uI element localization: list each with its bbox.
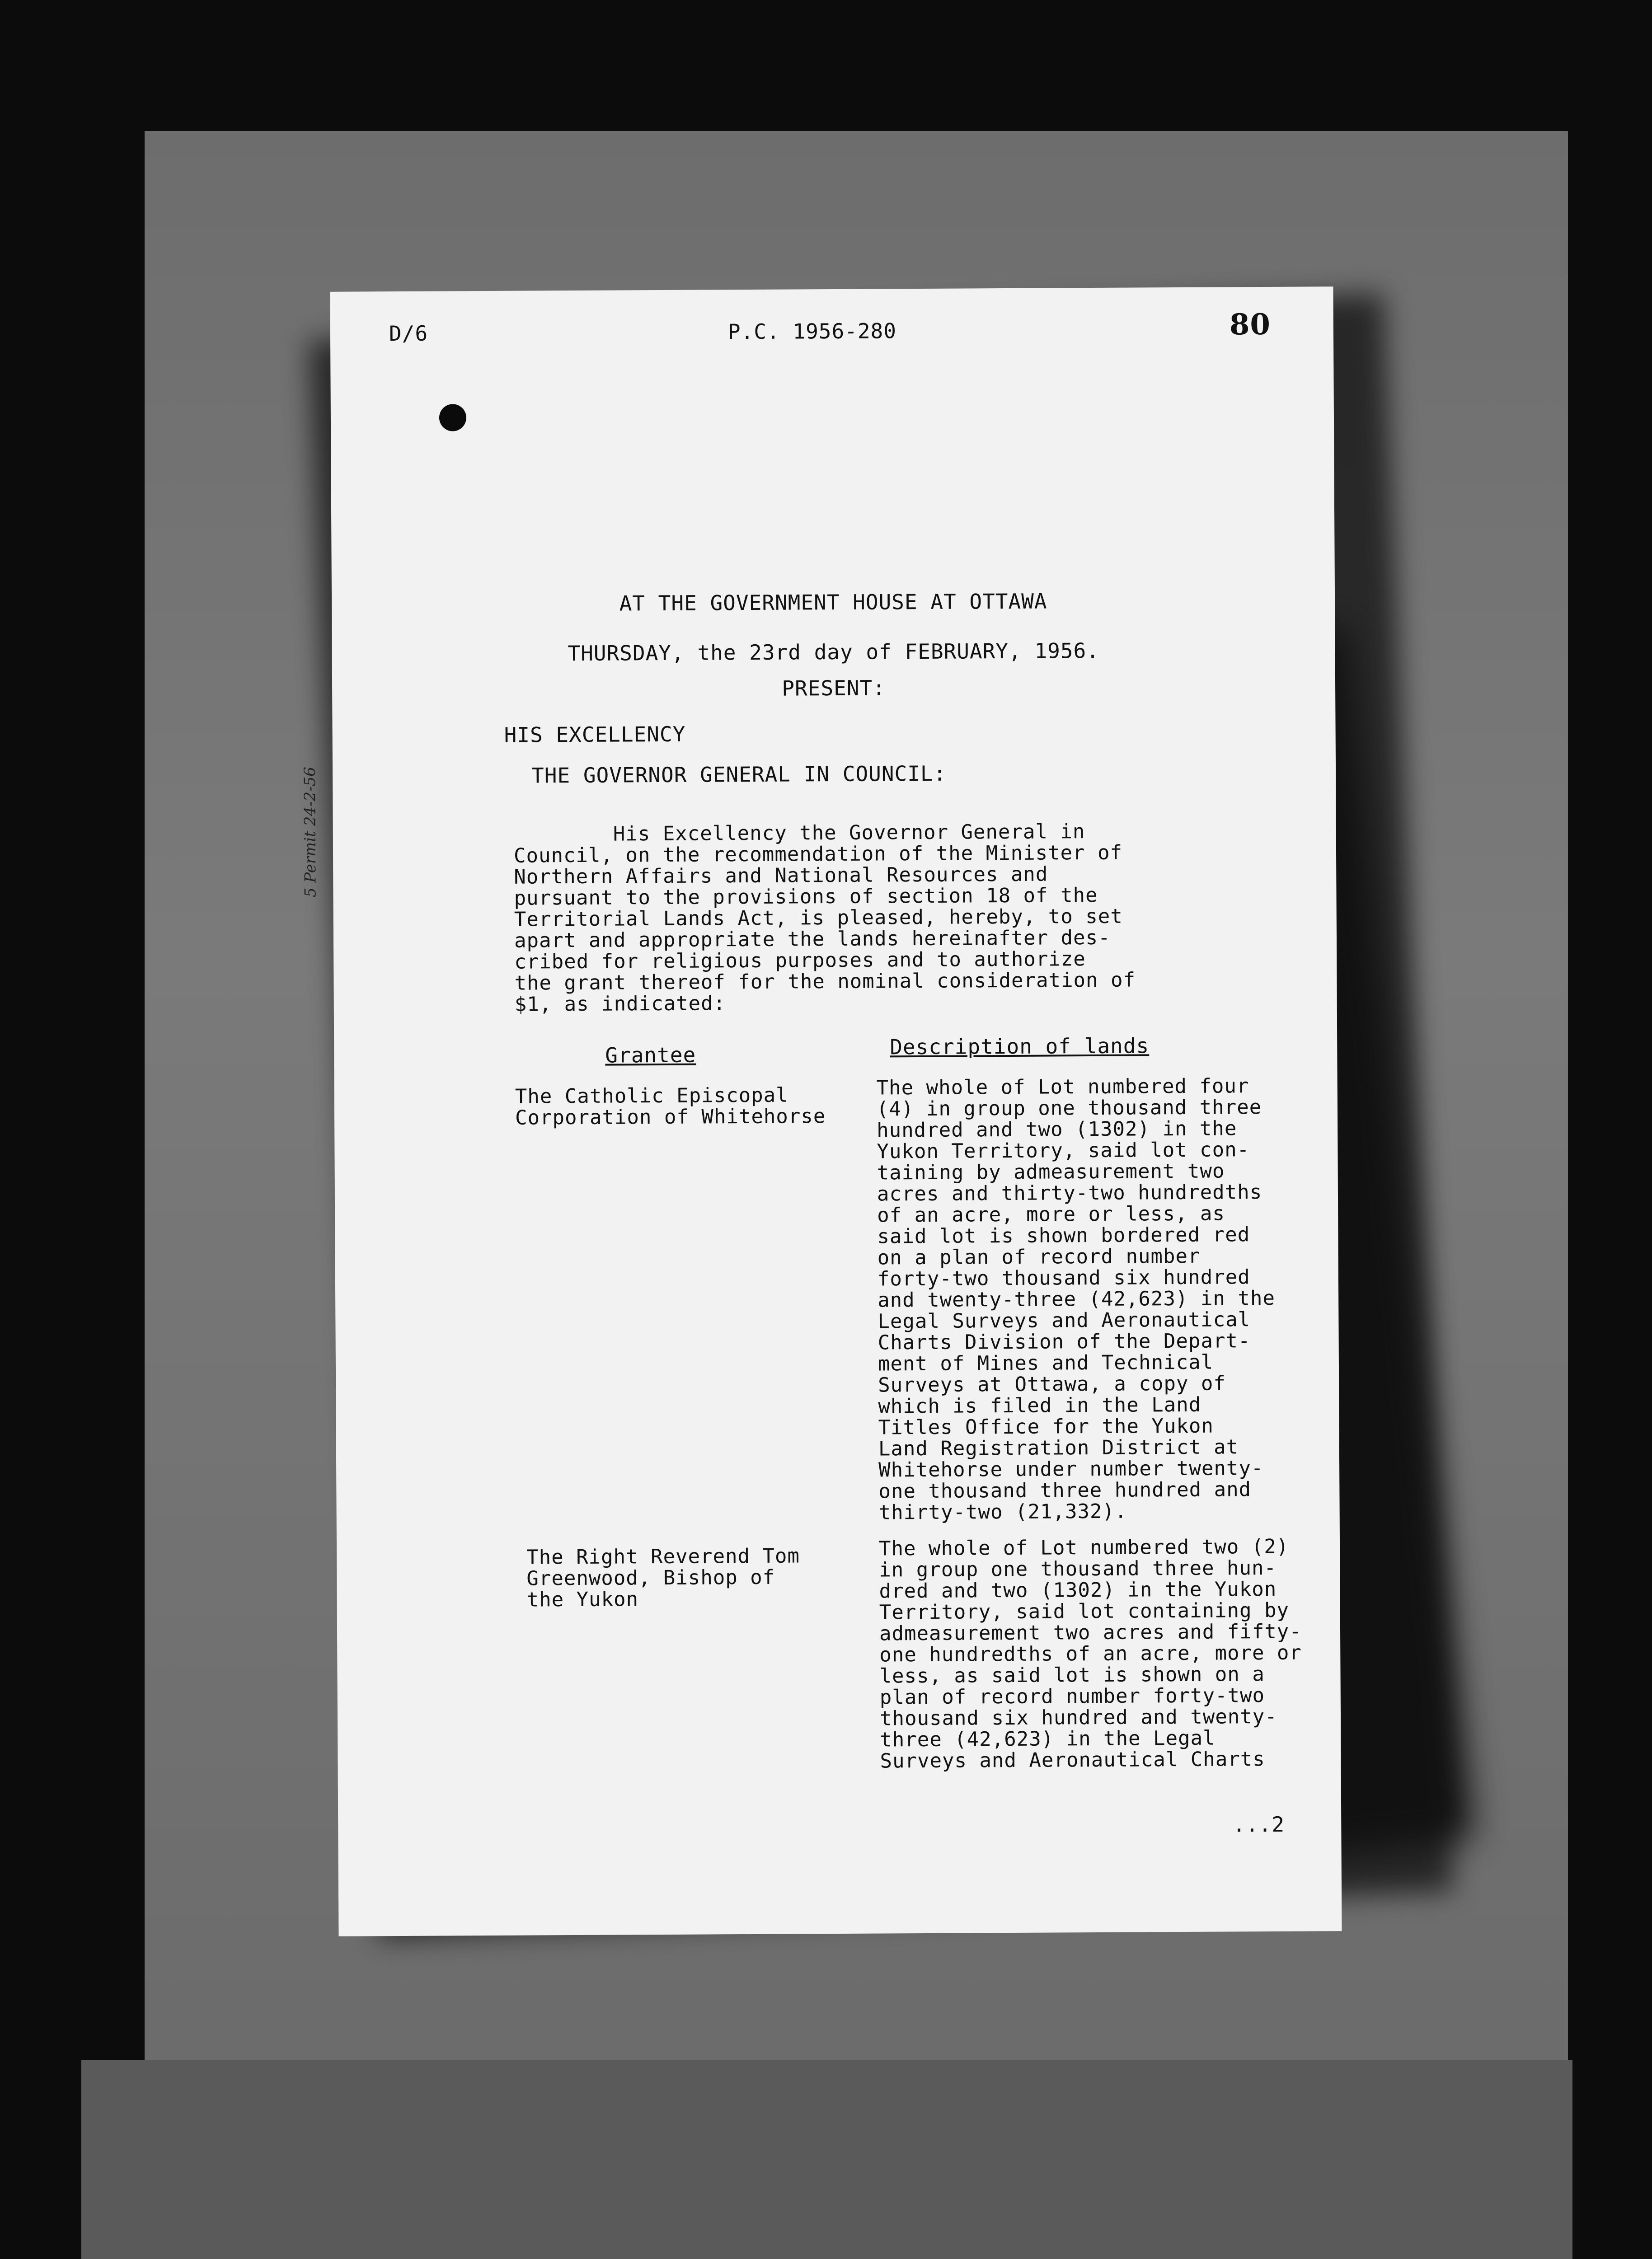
preamble-line: pursuant to the provisions of section 18 of the	[514, 883, 1098, 910]
grantee-line: The Catholic Episcopal	[515, 1083, 788, 1108]
preamble-line: apart and appropriate the lands hereinafter des-	[514, 926, 1111, 952]
description-line: The whole of Lot numbered four	[876, 1074, 1249, 1100]
description-line: Surveys and Aeronautical Charts	[880, 1748, 1265, 1773]
document-page	[300, 286, 1342, 1936]
description-line: ment of Mines and Technical	[878, 1350, 1214, 1376]
description-line: Legal Surveys and Aeronautical	[878, 1308, 1251, 1333]
title-line-2: THURSDAY, the 23rd day of FEBRUARY, 1956.	[568, 638, 1100, 666]
description-line: acres and thirty-two hundredths	[877, 1181, 1262, 1206]
grantee-line: the Yukon	[526, 1588, 639, 1612]
description-line: thousand six hundred and twenty-	[879, 1705, 1277, 1730]
description-line: one hundredths of an acre, more or	[879, 1641, 1302, 1667]
preamble-line: Territorial Lands Act, is pleased, hereby, to set	[514, 905, 1123, 931]
grantee-line: Greenwood, Bishop of	[526, 1565, 775, 1590]
preamble-line: Council, on the recommendation of the Minister of	[513, 841, 1123, 867]
description-line: dred and two (1302) in the Yukon	[879, 1577, 1277, 1603]
preamble-line: cribed for religious purposes and to authorize	[514, 947, 1086, 974]
description-line: plan of record number forty-two	[879, 1684, 1265, 1709]
backing-board-lower	[81, 2060, 1572, 2259]
title-line-3: PRESENT:	[782, 675, 886, 701]
grantee-line: The Right Reverend Tom	[526, 1544, 800, 1569]
description-line: of an acre, more or less, as	[877, 1202, 1225, 1227]
preamble-line: $1, as indicated:	[514, 992, 726, 1016]
description-line: on a plan of record number	[877, 1244, 1201, 1270]
header-left-code: D/6	[389, 321, 428, 346]
description-line: thirty-two (21,332).	[878, 1500, 1127, 1524]
description-line: Yukon Territory, said lot con-	[877, 1138, 1250, 1163]
addressee-line-2: THE GOVERNOR GENERAL IN COUNCIL:	[531, 761, 947, 788]
description-line: in group one thousand three hun-	[879, 1556, 1277, 1582]
description-line: The whole of Lot numbered two (2)	[878, 1535, 1289, 1561]
column-header-grantee: Grantee	[605, 1042, 696, 1068]
description-line: Titles Office for the Yukon	[878, 1414, 1214, 1439]
preamble-line: Northern Affairs and National Resources and	[514, 862, 1048, 889]
description-line: Whitehorse under number twenty-	[878, 1457, 1264, 1482]
order-number: P.C. 1956-280	[727, 319, 897, 344]
grantee-line: Corporation of Whitehorse	[515, 1105, 826, 1130]
continuation-marker: ...2	[1233, 1812, 1285, 1837]
description-line: and twenty-three (42,623) in the	[878, 1286, 1275, 1312]
addressee-line-1: HIS EXCELLENCY	[504, 722, 686, 747]
folio-number: 80	[1229, 307, 1271, 342]
description-line: admeasurement two acres and fifty-	[879, 1620, 1302, 1645]
description-line: three (42,623) in the Legal	[880, 1726, 1216, 1752]
preamble-line: His Excellency the Governor General in	[613, 820, 1085, 846]
description-line: Land Registration District at	[878, 1435, 1239, 1461]
description-line: which is filed in the Land	[878, 1393, 1201, 1418]
title-line-1: AT THE GOVERNMENT HOUSE AT OTTAWA	[619, 589, 1047, 616]
description-line: hundred and two (1302) in the	[877, 1117, 1237, 1142]
description-line: Territory, said lot containing by	[879, 1598, 1290, 1624]
description-line: Surveys at Ottawa, a copy of	[878, 1372, 1226, 1397]
description-line: taining by admeasurement two	[877, 1159, 1225, 1185]
description-line: less, as said lot is shown on a	[879, 1663, 1265, 1688]
description-line: Charts Division of the Depart-	[878, 1329, 1251, 1354]
preamble-line: the grant thereof for the nominal consideration of	[514, 968, 1136, 995]
description-line: one thousand three hundred and	[878, 1478, 1252, 1503]
description-line: (4) in group one thousand three	[876, 1096, 1262, 1121]
punch-hole	[439, 404, 466, 431]
handwritten-margin-note: 5 Permit 24-2-56	[300, 767, 320, 898]
description-line: forty-two thousand six hundred	[877, 1265, 1250, 1291]
description-line: said lot is shown bordered red	[877, 1223, 1250, 1248]
column-header-description: Description of lands	[890, 1033, 1150, 1059]
